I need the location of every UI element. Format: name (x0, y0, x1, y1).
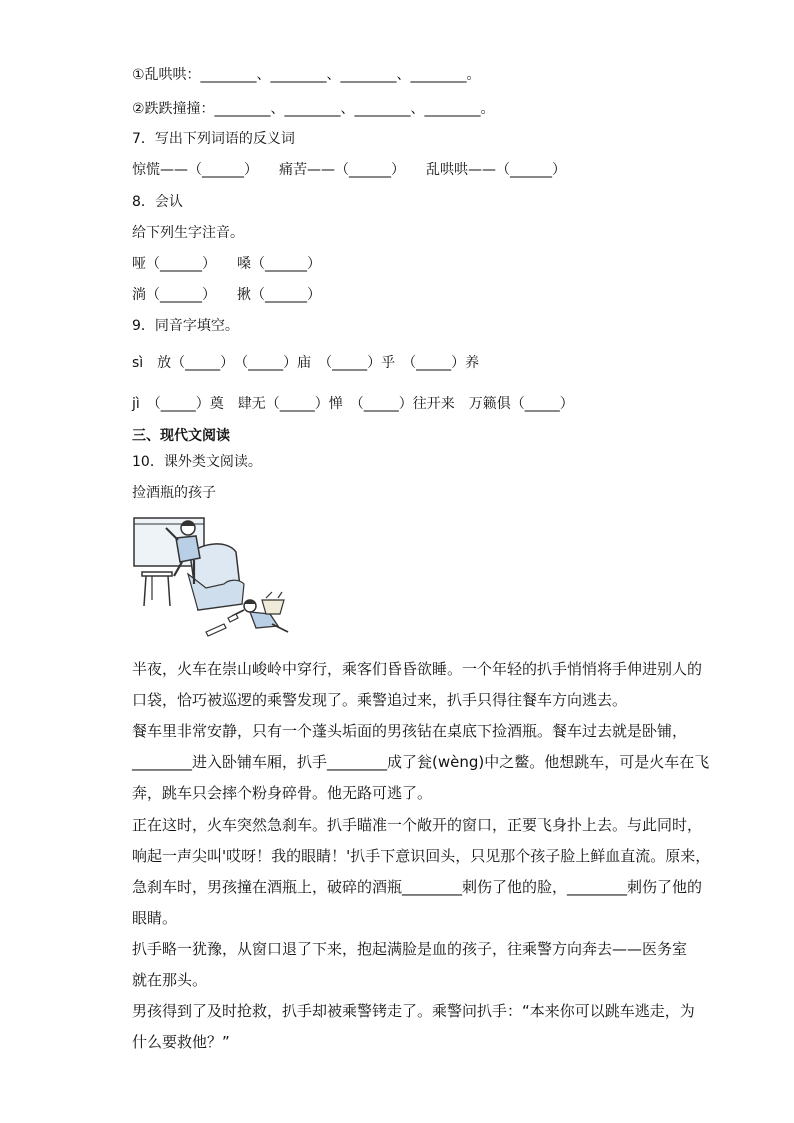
q7-antonym-pairs: 惊慌——（______） 痛苦——（______） 乱哄哄——（______） (132, 162, 566, 178)
story-paragraph-line: 男孩得到了及时抢救，扒手却被乘警铐走了。乘警问扒手：“本来你可以跳车逃走，为 (132, 1002, 695, 1020)
q8-row-1: 哑（______） 嗓（______） (132, 256, 321, 272)
q6-item-2: ②跌跌撞撞：________、________、________、________。 (132, 101, 495, 117)
q6-item-1: ①乱哄哄：________、________、________、________。 (132, 67, 481, 83)
q8-title: 8．会认 (132, 194, 183, 210)
q9-row-2: jì （_____）奠 肆无（_____）惮 （_____）往开来 万籁俱（_____） (132, 396, 574, 412)
story-paragraph-line: 就在那头。 (132, 971, 208, 989)
story-paragraph-line: 正在这时，火车突然急刹车。扒手瞄准一个敞开的窗口，正要飞身扑上去。与此同时， (132, 816, 703, 834)
basket (262, 600, 284, 614)
story-paragraph-line: 半夜，火车在崇山峻岭中穿行，乘客们昏昏欲睡。一个年轻的扒手悄悄将手伸进别人的 (132, 660, 703, 678)
story-paragraph-line: 眼睛。 (132, 909, 178, 927)
section-3-heading: 三、现代文阅读 (132, 428, 230, 444)
bottle (206, 624, 226, 636)
story-paragraph-line: 急刹车时，男孩撞在酒瓶上，破碎的酒瓶________刺伤了他的脸，________刺伤了他的 (132, 878, 703, 896)
story-title: 捡酒瓶的孩子 (132, 485, 216, 501)
story-paragraph-line: 餐车里非常安静，只有一个蓬头垢面的男孩钻在桌底下捡酒瓶。餐车过去就是卧铺， (132, 722, 688, 740)
q8-row-2: 淌（______） 揪（______） (132, 287, 321, 303)
q9-row-1: sì 放（_____） （_____）庙 （_____）乎 （_____）养 (132, 355, 480, 371)
story-paragraph-line: 口袋，恰巧被巡逻的乘警发现了。乘警追过来，扒手只得往餐车方向逃去。 (132, 691, 628, 709)
q7-title: 7．写出下列词语的反义词 (132, 131, 295, 147)
q10-title: 10．课外类文阅读。 (132, 454, 262, 470)
story-paragraph-line: ________进入卧铺车厢，扒手________成了瓮(wèng)中之鳖。他想跳车，可是火车在飞 (132, 753, 710, 771)
story-paragraph-line: 扒手略一犹豫，从窗口退了下来，抱起满脸是血的孩子，往乘警方向奔去——医务室 (132, 940, 688, 958)
story-paragraph-line: 奔，跳车只会摔个粉身碎骨。他无路可逃了。 (132, 784, 433, 802)
story-illustration (132, 514, 292, 642)
q9-title: 9．同音字填空。 (132, 318, 239, 334)
story-paragraph-line: 响起一声尖叫'哎呀！我的眼睛！'扒手下意识回头，只见那个孩子脸上鲜血直流。原来， (132, 847, 711, 865)
story-paragraph-line: 什么要救他？” (132, 1033, 230, 1051)
q8-instruction: 给下列生字注音。 (132, 225, 244, 241)
